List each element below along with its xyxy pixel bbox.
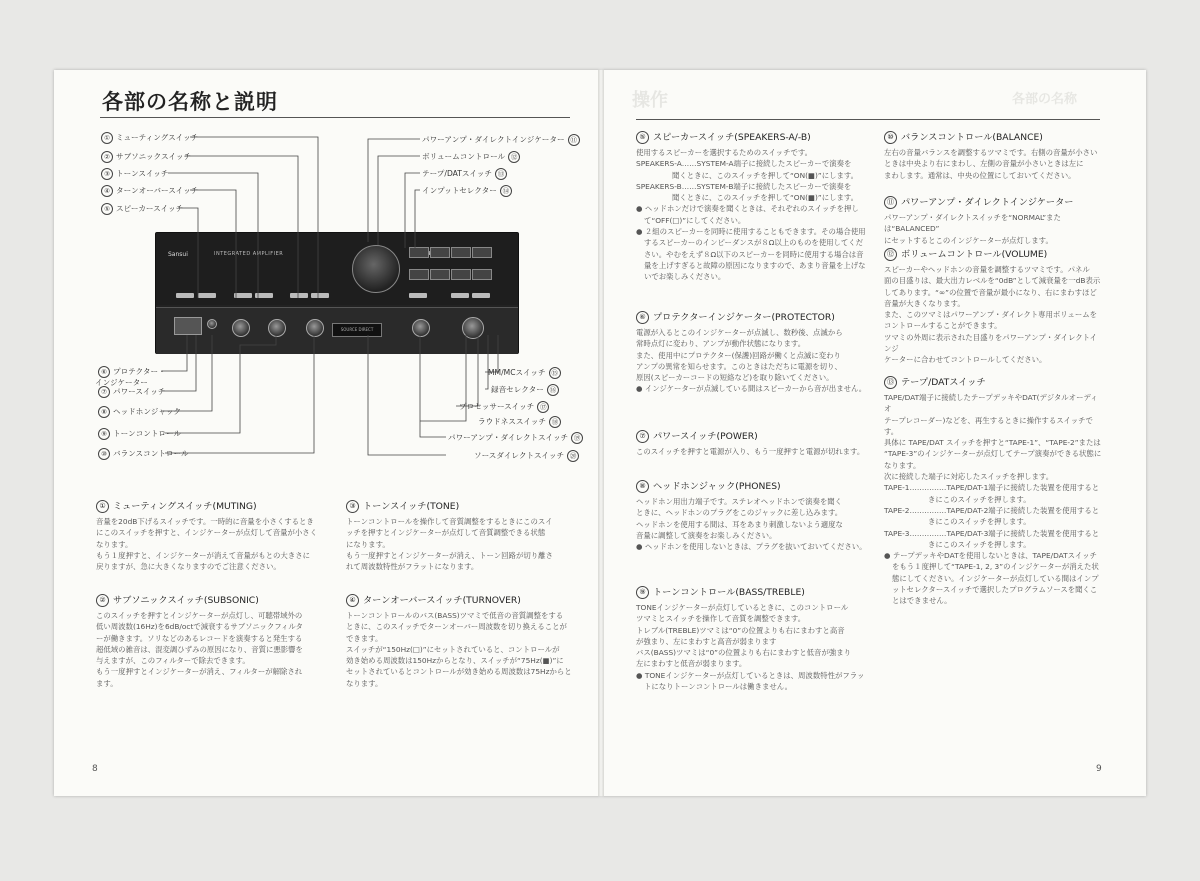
section-phones: ⑧ ヘッドホンジャック(PHONES) ヘッドホン用出力端子です。ステレオヘッドホンで演奏を聞く ときに、ヘッドホンのプラグをこのジャックに差し込みます。 ヘッドホンを使用する間は、耳をあまり刺激しないよう適度な 音量に調整して演奏をお楽しみください。 ● ヘッドホンを使用しないときは、プラグを抜いておいてください。 xyxy=(636,481,867,552)
callout-protector: ⑥ プロテクター・インジケーター xyxy=(95,367,166,387)
section-tone: ③ トーンスイッチ(TONE) トーンコントロールを操作して音質調整をするときにこのスイ ッチを押すとインジケーターが点灯して音質調整できる状態 になります。 もう一度押すとインジケーターが消え、トーン回路が切り離さ れて周波数特性がフラットになります。 xyxy=(346,501,553,572)
callout-power-amp-direct-indicator: パワーアンプ・ダイレクトインジケーター ⑪ xyxy=(422,134,583,146)
show-through-text: 操作 xyxy=(632,90,668,111)
callout-speakers: ⑤ スピーカースイッチ xyxy=(98,203,183,215)
section-volume: ⑫ ボリュームコントロール(VOLUME) スピーカーやヘッドホンの音量を調整するツマミです。パネル 面の目盛りは、最大出力レベルを“0dB”として減衰量を一dB表示 してあります。“∞”の位置で音量が最小になり、右にまわすほど 音量が大きくなります。 また、このツマミはパワーアンプ・ダイレクト専用ボリュームを コントロールすることができます。 ツマミの外周に表示された目盛りをパワーアンプ・ダイレクトインジ ケーターに合わせてコントロールしてください。 xyxy=(884,249,1101,365)
section-subsonic: ② サブソニックスイッチ(SUBSONIC) このスイッチを押すとインジケーターが点灯し、可聴帯域外の 低い周波数(16Hz)を6dB/octで減衰するサブソニックフィルタ ーが働きます。ソリなどのあるレコードを演奏すると発生する 超低域の雑音は、混変調ひずみの原因になり、音質に悪影響を 与えますが、このフィルターで除去できます。 もう一度押すとインジケーターが消え、フィルターが解除され ます。 xyxy=(96,595,303,688)
callout-tape-dat: テープ/DATスイッチ ⑬ xyxy=(422,168,510,180)
callout-turnover: ④ ターンオーバースイッチ xyxy=(98,185,198,197)
callout-phones: ⑧ ヘッドホンジャック xyxy=(95,406,181,418)
callout-balance: ⑩ バランスコントロール xyxy=(95,448,189,460)
callout-mm-mc: MM/MCスイッチ ⑮ xyxy=(488,367,564,379)
section-tone-control: ⑨ トーンコントロール(BASS/TREBLE) TONEインジケーターが点灯しているときに、このコントロール ツマミとスイッチを操作して音質を調整できます。 トレブル(TREBLE)ツマミは“0”の位置よりも右にまわすと高音 が強まり、左にまわすと高音が弱まります バス(BASS)ツマミは“0”の位置よりも右にまわすと低音が強まり 左にまわすと低音が弱まります。 ● TONEインジケーターが点灯しているときは、周波数特性がフラットになりトーンコントロールは働きません。 xyxy=(636,587,865,692)
callout-volume: ボリュームコントロール ⑫ xyxy=(422,151,523,163)
callout-processor: プロセッサースイッチ ⑰ xyxy=(459,401,552,413)
page-number-left: 8 xyxy=(92,764,98,774)
callout-muting: ① ミューティングスイッチ xyxy=(98,132,198,144)
amp-model-text: INTEGRATED AMPLIFIER xyxy=(214,251,284,257)
section-tape-dat: ⑬ テープ/DATスイッチ TAPE/DAT端子に接続したテープデッキやDAT(デジタルオーディオ テープレコーダー)などを、再生するときに操作するスイッチです。 具体に TAPE/DAT スイッチを押すと“TAPE-1”、“TAPE-2”または “TAPE-3”のインジケーターが点灯してテープ演奏ができる状態に なります。 次に接続した端子に対応したスイッチを押します。 TAPE-1……………TAPE/DAT-1端子に接続した装置を使用するときにこのスイッチを押します。 TAPE-2……………TAPE/DAT-2端子に接続した装置を使用するときにこのスイッチを押します。 TAPE-3……………TAPE/DAT-3端子に接続した装置を使用するときにこのスイッチを押します。 ● テープデッキやDATを使用しないときは、TAPE/DATスイッチをもう１度押して“TAPE-1, 2, 3”のインジケーターが消えた状態にしてください。インジケーターが点灯している間はインプットセレクタースイッチで選択したプログラムソースを聞くことはできません。 xyxy=(884,377,1102,606)
callout-loudness: ラウドネススイッチ ⑱ xyxy=(478,416,564,428)
callout-power-amp-direct-switch: パワーアンプ・ダイレクトスイッチ ⑲ xyxy=(448,432,586,444)
callout-tone-control: ⑨ トーンコントロール xyxy=(95,428,181,440)
page-title: 各部の名称と説明 xyxy=(102,90,278,114)
callout-subsonic: ② サブソニックスイッチ xyxy=(98,151,191,163)
show-through-text: 各部の名称 xyxy=(1012,92,1078,107)
page-number-right: 9 xyxy=(1096,764,1102,774)
callout-power: ⑦ パワースイッチ xyxy=(95,386,165,398)
callout-input-selector: インプットセレクター ⑭ xyxy=(422,185,515,197)
section-power: ⑦ パワースイッチ(POWER) このスイッチを押すと電源が入り、もう一度押すと電源が切れます。 xyxy=(636,431,865,456)
source-direct-display: SOURCE DIRECT xyxy=(332,323,382,337)
section-balance: ⑩ バランスコントロール(BALANCE) 左右の音量バランスを調整するツマミです。右側の音量が小さい ときは中央より右にまわし、左側の音量が小さいときは左に まわします。通常は、中央の位置にしておいてください。 xyxy=(884,132,1098,180)
section-speakers: ⑤ スピーカースイッチ(SPEAKERS-A/-B) 使用するスピーカーを選択するためのスイッチです。 SPEAKERS-A……SYSTEM-A端子に接続したスピーカーで演奏を 聞くときに、このスイッチを押して“ON(■)”にします。 SPEAKERS-B……SYSTEM-B端子に接続したスピーカーで演奏を 聞くときに、このスイッチを押して“ON(■)”にします。 ● ヘッドホンだけで演奏を聞くときは、それぞれのスイッチを押して“OFF(□)”にしてください。 ● ２組のスピーカーを同時に使用することもできます。その場合使用するスピーカーのインピーダンスが８Ω以上のものを使用してください。やむをえず８Ω以下のスピーカーを同時に使用する場合は音量を上げすぎると故障の原因になりますので、あまり音量を上げないでお楽しみください。 xyxy=(636,132,866,282)
section-power-amp-direct-indicator: ⑪ パワーアンプ・ダイレクトインジケーター パワーアンプ・ダイレクトスイッチを“NORMAL”または“BALANCED” にセットするとこのインジケーターが点灯します。 xyxy=(884,197,1074,245)
callout-tone: ③ トーンスイッチ xyxy=(98,168,168,180)
amp-brand: Sansui xyxy=(168,251,188,258)
section-muting: ① ミューティングスイッチ(MUTING) 音量を20dB下げるスイッチです。一時的に音量を小さくするとき にこのスイッチを押すと、インジケーターが点灯して音量が小さく なります。 もう１度押すと、インジケーターが消えて音量がもとの大きさに 戻りますが、急に大きくなりますのでご注意ください。 xyxy=(96,501,318,572)
callout-source-direct: ソースダイレクトスイッチ ⑳ xyxy=(474,450,582,462)
callout-rec-selector: 録音セレクター ⑯ xyxy=(491,384,562,396)
section-protector: ⑥ プロテクターインジケーター(PROTECTOR) 電源が入るとこのインジケーターが点滅し、数秒後、点滅から 常時点灯に変わり、アンプが動作状態になります。 また、使用中にプロテクター(保護)回路が働くと点滅に変わり アンプの異常を知らせます。このときはただちに電源を切り、 原因(スピーカーコードの短絡など)を取り除いてください。 ● インジケーターが点滅している間はスピーカーから音が出ません。 xyxy=(636,312,867,394)
section-turnover: ④ ターンオーバースイッチ(TURNOVER) トーンコントロールのバス(BASS)ツマミで低音の音質調整をする ときに、このスイッチでターンオーバー周波数を切り換えることが できます。 スイッチが“150Hz(□)”にセットされていると、コントロールが 効き始める周波数は150Hzからとなり、スイッチが“75Hz(■)”に セットされているとコントロールが効き始める周波数は75Hzからと なります。 xyxy=(346,595,572,688)
